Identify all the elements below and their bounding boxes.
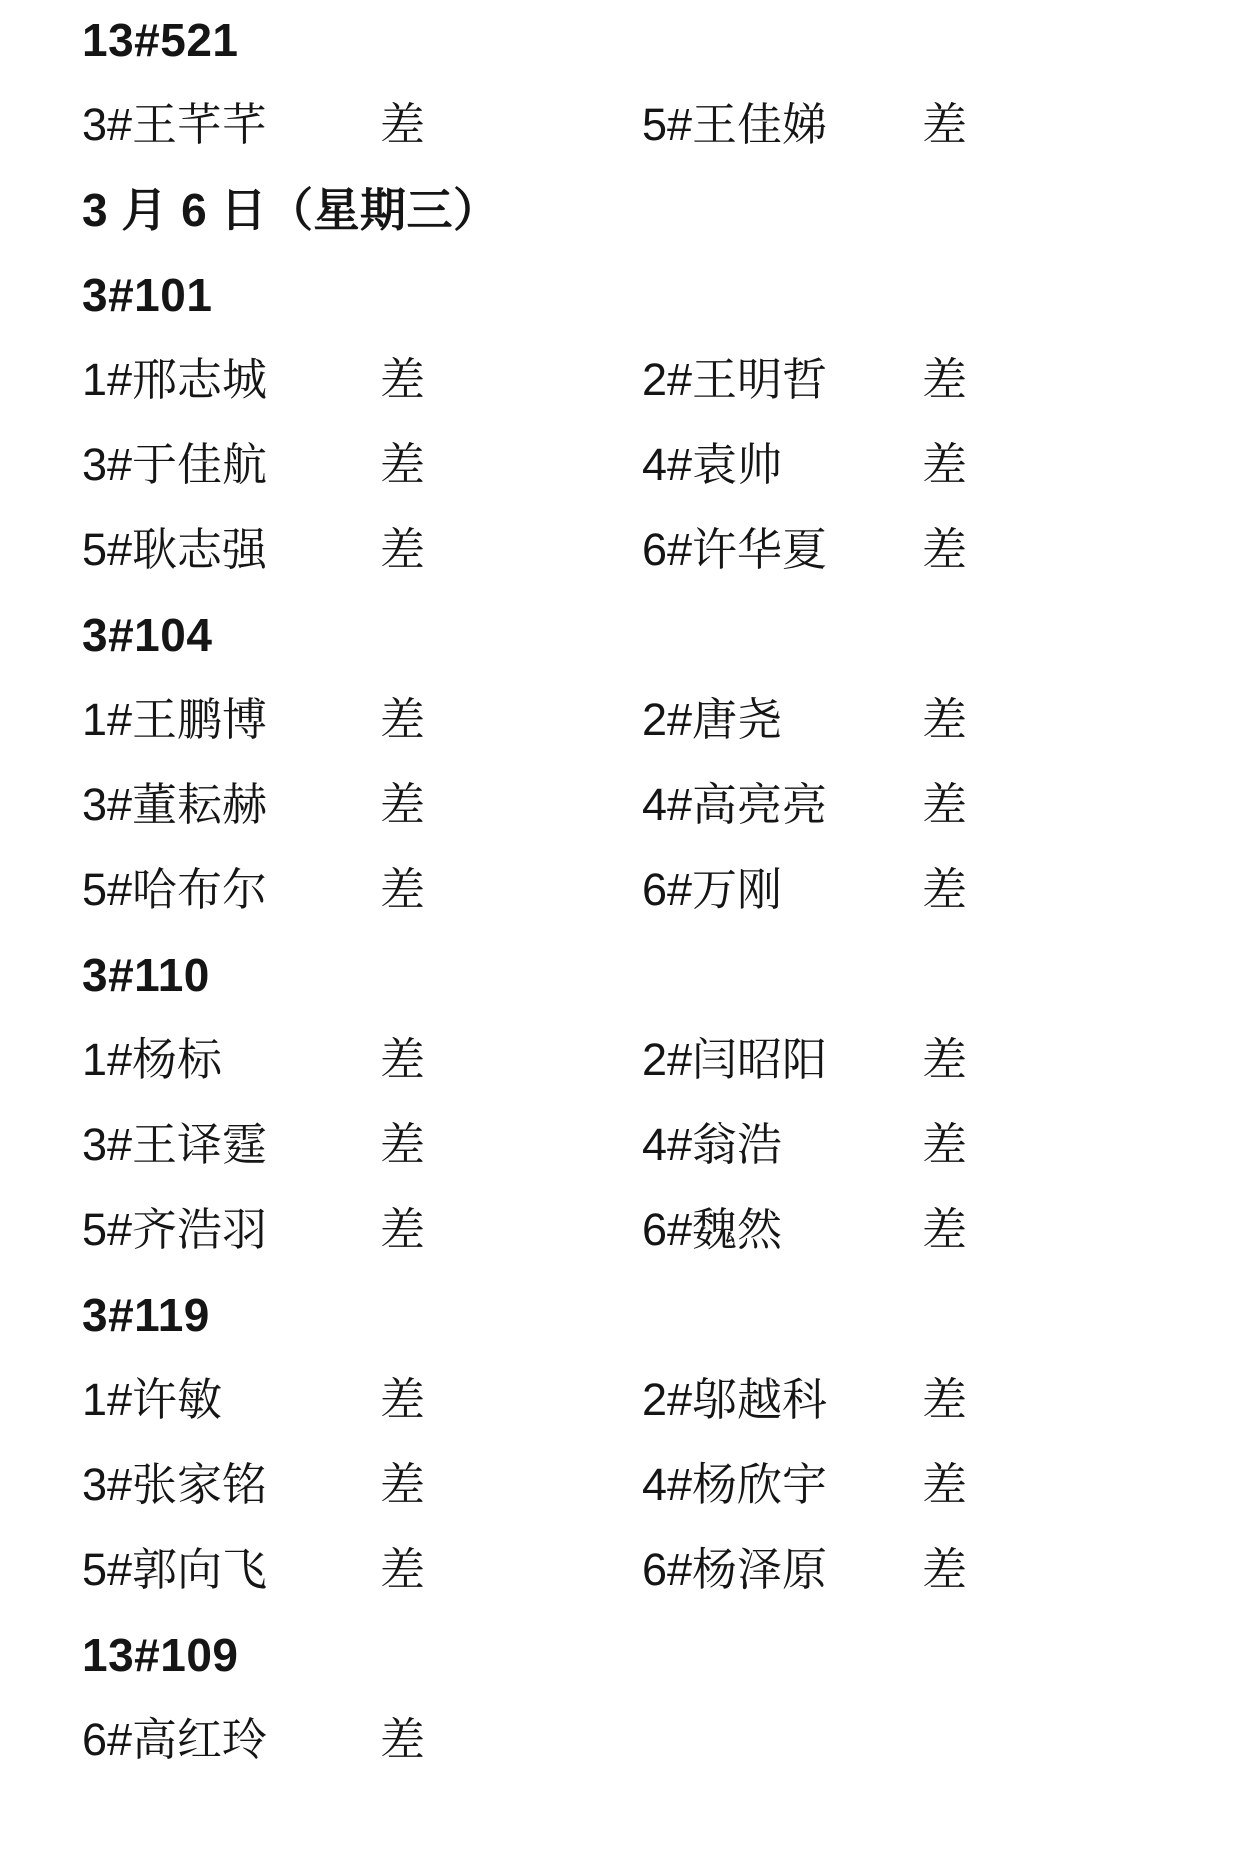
dorm-row — [82, 354, 1204, 406]
student-name: 5#哈布尔 — [82, 864, 268, 915]
dorm-row — [82, 524, 1204, 576]
rating-value: 差 — [380, 1544, 426, 1595]
rating-value: 差 — [922, 1204, 968, 1255]
rating-value: 差 — [922, 779, 968, 830]
rating-value: 差 — [380, 694, 426, 745]
rating-value: 差 — [922, 1034, 968, 1085]
student-name: 5#齐浩羽 — [82, 1204, 268, 1255]
rating-value: 差 — [922, 439, 968, 490]
student-name: 2#王明哲 — [642, 354, 828, 405]
student-name: 3#张家铭 — [82, 1459, 268, 1510]
student-name: 3#于佳航 — [82, 439, 268, 490]
dorm-row — [82, 99, 1204, 151]
dorm-row — [82, 439, 1204, 491]
dorm-row — [82, 694, 1204, 746]
room-title: 13#109 — [82, 1629, 239, 1681]
rating-value: 差 — [380, 354, 426, 405]
student-name: 6#高红玲 — [82, 1714, 268, 1765]
dorm-row — [82, 1034, 1204, 1086]
room-section — [82, 1629, 1204, 1766]
rating-value: 差 — [922, 1544, 968, 1595]
rating-value: 差 — [380, 864, 426, 915]
room-title: 3#110 — [82, 949, 210, 1001]
student-name: 1#杨标 — [82, 1034, 223, 1085]
student-name: 1#许敏 — [82, 1374, 223, 1425]
dorm-row — [82, 1459, 1204, 1511]
student-name: 3#董耘赫 — [82, 779, 268, 830]
student-name: 3#王芊芊 — [82, 99, 268, 150]
rating-value — [922, 1714, 1204, 1766]
student-name: 6#许华夏 — [642, 524, 828, 575]
student-name: 5#王佳娣 — [642, 99, 828, 150]
room-title: 13#521 — [82, 14, 239, 66]
rating-value: 差 — [380, 1204, 426, 1255]
room-title: 3#119 — [82, 1289, 210, 1341]
student-name: 6#万刚 — [642, 864, 783, 915]
student-name: 4#翁浩 — [642, 1119, 783, 1170]
rating-value: 差 — [380, 1119, 426, 1170]
rating-value: 差 — [380, 439, 426, 490]
student-name: 5#郭向飞 — [82, 1544, 268, 1595]
rating-value: 差 — [922, 694, 968, 745]
rating-value: 差 — [380, 524, 426, 575]
rating-value: 差 — [380, 1374, 426, 1425]
rating-value: 差 — [922, 524, 968, 575]
dorm-row — [82, 1374, 1204, 1426]
dorm-row — [82, 779, 1204, 831]
student-name: 2#唐尧 — [642, 694, 783, 745]
student-name: 6#魏然 — [642, 1204, 783, 1255]
student-name: 1#邢志城 — [82, 354, 268, 405]
rating-value: 差 — [380, 1714, 426, 1765]
room-title: 3#101 — [82, 269, 213, 321]
dorm-row — [82, 1119, 1204, 1171]
dorm-row — [82, 1204, 1204, 1256]
room-section — [82, 609, 1204, 916]
rating-value: 差 — [380, 1459, 426, 1510]
student-name: 6#杨泽原 — [642, 1544, 828, 1595]
dorm-row — [82, 864, 1204, 916]
rating-value: 差 — [922, 864, 968, 915]
student-name: 5#耿志强 — [82, 524, 268, 575]
student-name: 2#邬越科 — [642, 1374, 828, 1425]
dorm-row — [82, 1544, 1204, 1596]
rating-value: 差 — [922, 99, 968, 150]
student-name: 4#高亮亮 — [642, 779, 828, 830]
rating-value: 差 — [922, 1119, 968, 1170]
student-name: 1#王鹏博 — [82, 694, 268, 745]
student-name: 3#王译霆 — [82, 1119, 268, 1170]
rating-value: 差 — [380, 779, 426, 830]
dorm-row — [82, 1714, 1204, 1766]
student-name: 2#闫昭阳 — [642, 1034, 828, 1085]
rating-value: 差 — [922, 1459, 968, 1510]
student-name: 4#袁帅 — [642, 439, 783, 490]
student-name — [642, 1714, 922, 1766]
room-section — [82, 269, 1204, 576]
student-name: 4#杨欣宇 — [642, 1459, 828, 1510]
room-section — [82, 1289, 1204, 1596]
rating-value: 差 — [380, 1034, 426, 1085]
room-section — [82, 14, 1204, 151]
room-section — [82, 949, 1204, 1256]
date-heading: 3 月 6 日（星期三） — [82, 184, 500, 236]
rating-value: 差 — [922, 1374, 968, 1425]
room-title: 3#104 — [82, 609, 213, 661]
rating-value: 差 — [922, 354, 968, 405]
rating-value: 差 — [380, 99, 426, 150]
